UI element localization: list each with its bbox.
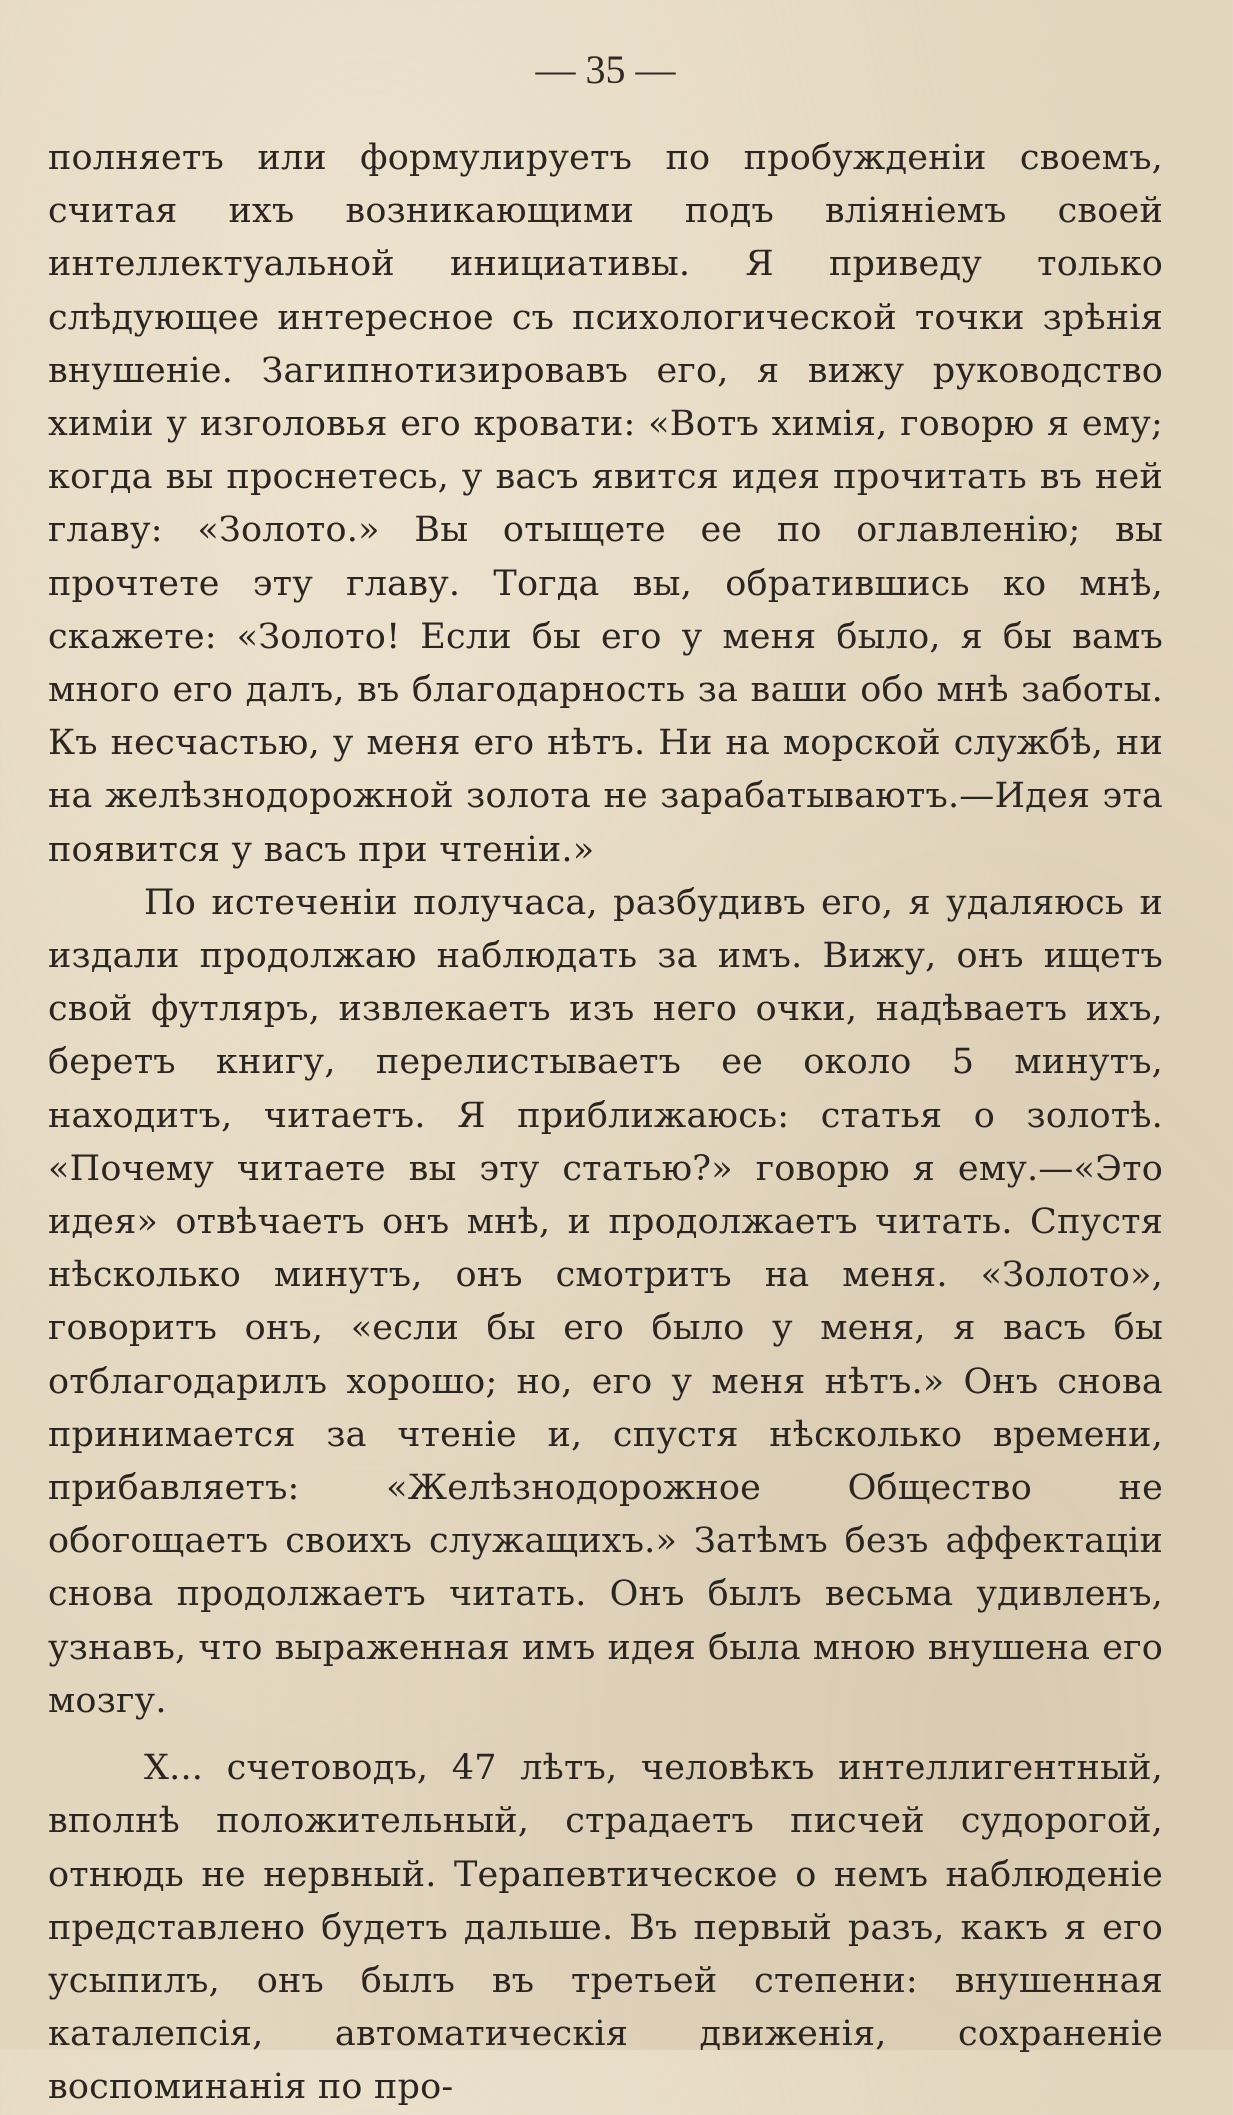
page-number: — 35 — — [535, 47, 676, 92]
paragraph-1: полняетъ или формулируетъ по пробужденіи своемъ, считая ихъ возникающими подъ вліяніемъ своей интеллектуальной инициативы. Я приведу только слѣдующее интересное съ психологической точки зрѣнія внушеніе. Загипнотизировавъ его, я вижу руководство химіи у изголовья его кровати: «Вотъ химія, говорю я ему; когда вы проснетесь, у васъ явится идея прочитать въ ней главу: «Золото.» Вы отыщете ее по оглавленію; вы прочтете эту главу. Тогда вы, обратившись ко мнѣ, скажете: «Золото! Если бы его у меня было, я бы вамъ много его далъ, въ благодарность за ваши обо мнѣ заботы. Къ несчастью, у меня его нѣтъ. Ни на морской службѣ, ни на желѣзнодорожной золота не зарабатываютъ.—Идея эта появится у васъ при чтеніи.» — [48, 138, 1163, 870]
paragraph-2: По истеченіи получаса, разбудивъ его, я удаляюсь и издали продолжаю наблюдать за имъ. Вижу, онъ ищетъ свой футляръ, извлекаетъ изъ него очки, надѣваетъ ихъ, беретъ книгу, перелистываетъ ее около 5 минутъ, находитъ, читаетъ. Я приближаюсь: статья о золотѣ. «Почему читаете вы эту статью?» говорю я ему.—«Это идея» отвѣчаетъ онъ мнѣ, и продолжаетъ читать. Спустя нѣсколько минутъ, онъ смотритъ на меня. «Золото», говоритъ онъ, «если бы его было у меня, я васъ бы отблагодарилъ хорошо; но, его у меня нѣтъ.» Онъ снова принимается за чтеніе и, спустя нѣсколько времени, прибавляетъ: «Желѣзнодорожное Общество не обогощаетъ своихъ служащихъ.» Затѣмъ безъ аффектаціи снова продолжаетъ читать. Онъ былъ весьма удивленъ, узнавъ, что выраженная имъ идея была мною внушена его мозгу. — [48, 882, 1163, 1721]
paragraph-gap — [48, 1728, 1163, 1742]
paragraph-3: Х... счетоводъ, 47 лѣтъ, человѣкъ интеллигентный, вполнѣ положительный, страдаетъ писчей судорогой, отнюдь не нервный. Терапевтическое о немъ наблюденіе представлено будетъ дальше. Въ первый разъ, какъ я его усыпилъ, онъ былъ въ третьей степени: внушенная каталепсія, автоматическія движенія, сохраненіе воспоминанія по про- — [48, 1748, 1163, 2108]
